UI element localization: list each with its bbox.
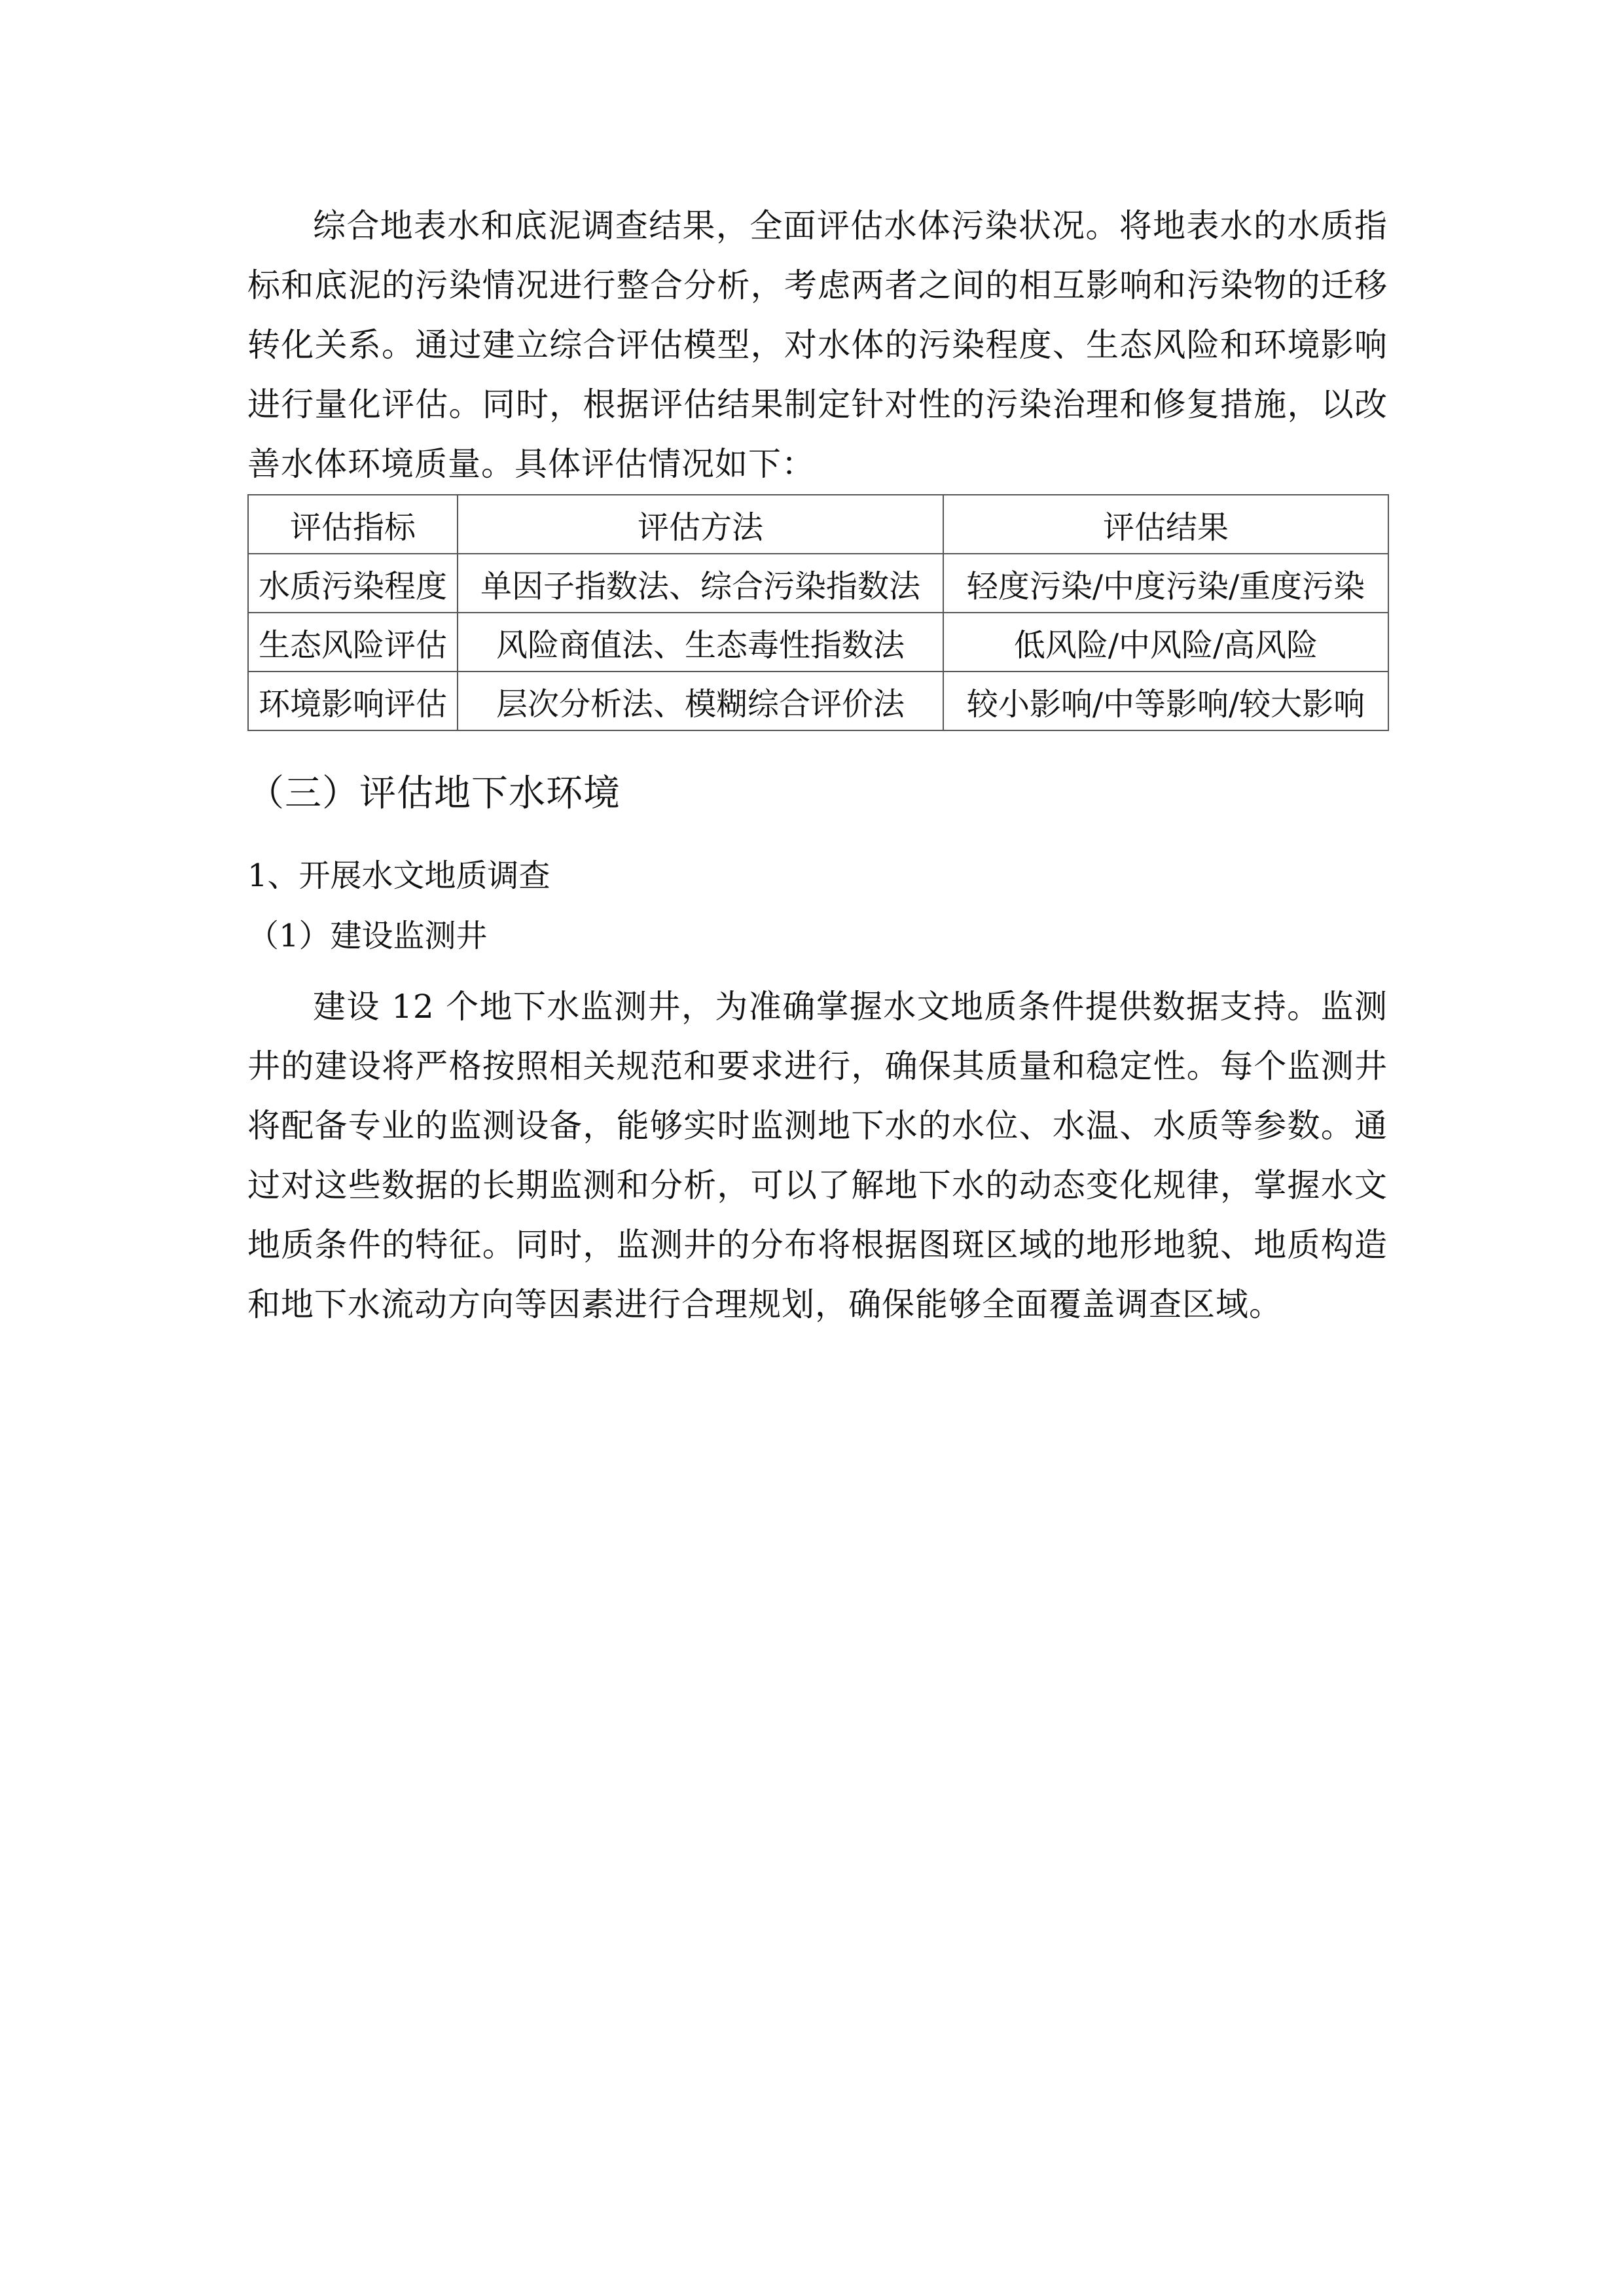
subsection-heading: 1、开展水文地质调查 bbox=[247, 857, 550, 894]
table-cell: 层次分析法、模糊综合评价法 bbox=[458, 672, 943, 730]
intro-paragraph: 综合地表水和底泥调查结果，全面评估水体污染状况。将地表水的水质指标和底泥的污染情况进行整合分析，考虑两者之间的相互影响和污染物的迁移转化关系。通过建立综合评估模型，对水体的污染程度、生态风险和环境影响进行量化评估。同时，根据评估结果制定针对性的污染治理和修复措施，以改善水体环境质量。具体评估情况如下： bbox=[247, 207, 1388, 483]
section-heading: （三）评估地下水环境 bbox=[247, 772, 621, 815]
table-cell: 生态风险评估 bbox=[248, 613, 458, 672]
header-result: 评估结果 bbox=[943, 495, 1388, 554]
sub-subsection-heading: （1）建设监测井 bbox=[247, 918, 488, 954]
table-cell: 风险商值法、生态毒性指数法 bbox=[458, 613, 943, 672]
table-cell: 低风险/中风险/高风险 bbox=[943, 613, 1388, 672]
evaluation-table bbox=[247, 494, 1389, 731]
header-method: 评估方法 bbox=[458, 495, 943, 554]
table-row bbox=[248, 672, 1388, 730]
table-cell: 较小影响/中等影响/较大影响 bbox=[943, 672, 1388, 730]
table-cell: 环境影响评估 bbox=[248, 672, 458, 730]
monitoring-paragraph: 建设 12 个地下水监测井，为准确掌握水文地质条件提供数据支持。监测井的建设将严格按照相关规范和要求进行，确保其质量和稳定性。每个监测井将配备专业的监测设备，能够实时监测地下水的水位、水温、水质等参数。通过对这些数据的长期监测和分析，可以了解地下水的动态变化规律，掌握水文地质条件的特征。同时，监测井的分布将根据图斑区域的地形地貌、地质构造和地下水流动方向等因素进行合理规划，确保能够全面覆盖调查区域。 bbox=[247, 988, 1388, 1323]
table-row bbox=[248, 613, 1388, 672]
header-indicator: 评估指标 bbox=[248, 495, 458, 554]
table-header-row bbox=[248, 495, 1388, 554]
table-cell: 水质污染程度 bbox=[248, 554, 458, 613]
table-cell: 单因子指数法、综合污染指数法 bbox=[458, 554, 943, 613]
document-page bbox=[247, 196, 1388, 1335]
table-cell: 轻度污染/中度污染/重度污染 bbox=[943, 554, 1388, 613]
table-row bbox=[248, 554, 1388, 613]
